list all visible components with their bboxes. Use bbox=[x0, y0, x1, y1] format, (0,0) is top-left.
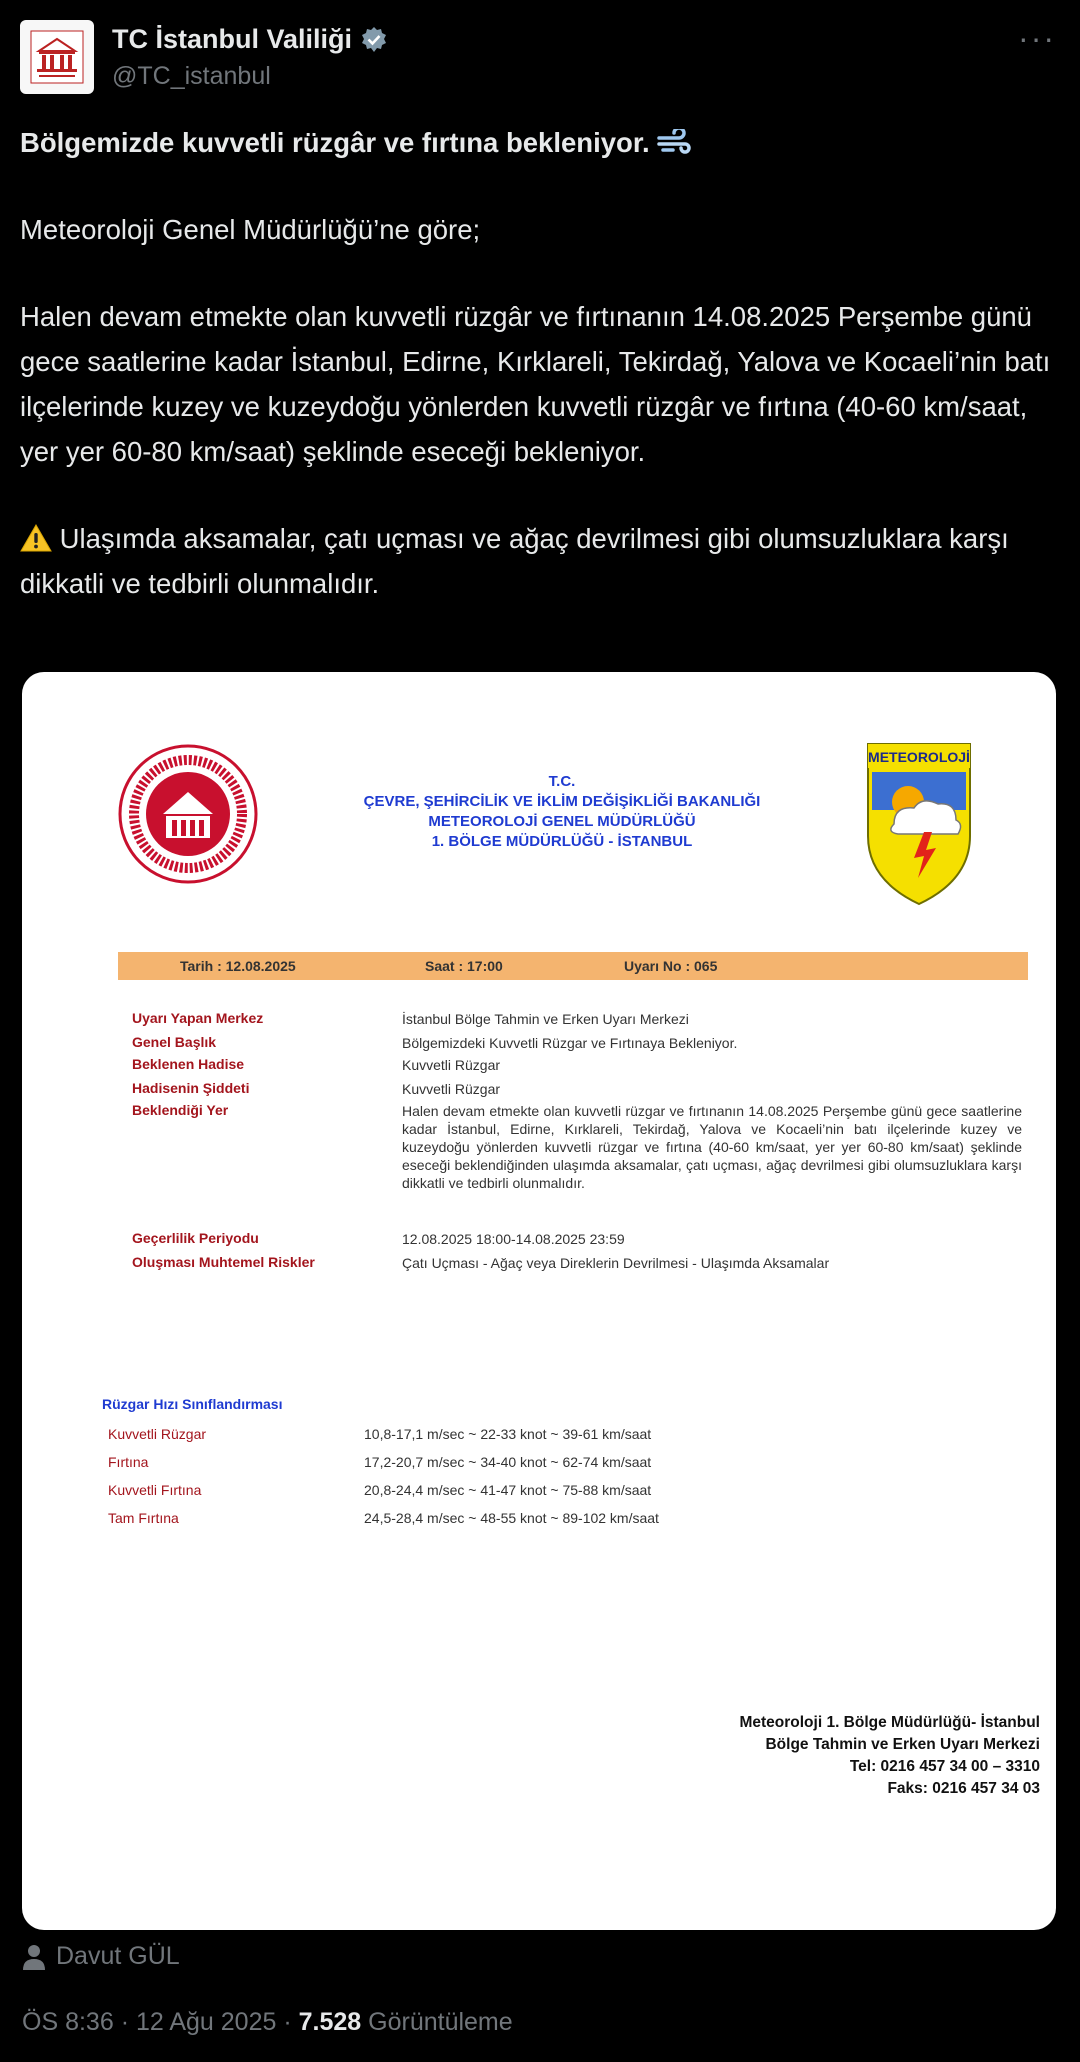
tweet-header bbox=[20, 20, 1060, 96]
tweet-time[interactable]: ÖS 8:36 bbox=[22, 2008, 114, 2036]
organization-heading: T.C. ÇEVRE, ŞEHİRCİLİK VE İKLİM DEĞİŞİKLİĞİ BAKANLIĞI METEOROLOJİ GENEL MÜDÜRLÜĞÜ 1. BÖLGE MÜDÜRLÜĞÜ - İSTANBUL bbox=[363, 773, 761, 850]
building-icon bbox=[27, 27, 87, 87]
tagged-user[interactable] bbox=[22, 1942, 180, 1971]
tweet-date[interactable]: 12 Ağu 2025 bbox=[135, 2008, 277, 2036]
avatar[interactable] bbox=[20, 20, 94, 94]
tweet-meta bbox=[22, 2008, 513, 2037]
document-footer: Meteoroloji 1. Bölge Müdürlüğü- İstanbul Bölge Tahmin ve Erken Uyarı Merkezi Tel: 0216 457 34 00 – 3310 Faks: 0216 457 34 03 bbox=[739, 1714, 1040, 1797]
warning-document-image[interactable]: T.C. ÇEVRE, ŞEHİRCİLİK VE İKLİM DEĞİŞİKLİĞİ BAKANLIĞI METEOROLOJİ GENEL MÜDÜRLÜĞÜ 1. BÖLGE MÜDÜRLÜĞÜ - İSTANBUL METEOROLOJİ Tarih : 12.08.2025 Saat : 17:00 Uyarı No : 065 Uyarı Yapan Merkez İstanbul Bölge Tahmin ve Erken Uyarı Merkezi Genel Başlık Bölgemizdeki Kuvvetli Rüzgar ve Fırtınaya Bekleniyor. Beklenen Hadise Kuvvetli Rüzgar Hadisenin Şiddeti Kuvvetli Rüzgar Beklendiği Yer Halen devam etmekte olan kuvvetli rüzgar ve fırtınanın 14.08.2025 Perşembe günü gece saatlerine kadar İstanbul, Edirne, Kırklareli, Tekirdağ, Yalova ve Kocaeli’nin batı ilçelerinde kuzey ve kuzeydoğu yönlerden kuvvetli rüzgar ve fırtına (40-60 km/saat, yer yer 60-80 km/saat) şeklinde eseceği beklendiğinden ulaşımda aksamalar, çatı uçması, ağaç devrilmesi gibi olumsuzluklara karşı dikkatli ve tedbirli olunmalıdır. Geçerlilik Periyodu 12.08.2025 18:00-14.08.2025 23:59 Oluşması Muhtemel Riskler Çatı Uçması - Ağaç veya Direklerin Devrilmesi - Ulaşımda Aksamalar Rüzgar Hızı Sınıflandırması Kuvvetli Rüzgar 10,8-17,1 m/sec ~ 22-33 knot ~ 39-61 km/saat Fırtına 17,2-20,7 m/sec ~ 34-40 knot ~ 62-74 km/saat Kuvvetli Fırtına 20,8-24,4 m/sec ~ 41-47 knot ~ 75-88 km/saat Tam Fırtına 24,5-28,4 m/sec ~ 48-55 knot ~ 89-102 km/saat Meteoroloji 1. Bölge Müdürlüğü- İstanbul Bölge Tahmin ve Erken Uyarı Merkezi Tel: 0216 457 34 00 – 3310 Faks: 0216 457 34 03 bbox=[22, 672, 1056, 1930]
tweet-source-line: Meteoroloji Genel Müdürlüğü’ne göre; bbox=[20, 214, 481, 245]
warning-date: Tarih : 12.08.2025 bbox=[180, 958, 296, 974]
ministry-seal-icon bbox=[118, 744, 258, 884]
logo-text: METEOROLOJİ bbox=[868, 749, 970, 765]
wind-emoji-icon bbox=[657, 129, 691, 157]
views-label: Görüntüleme bbox=[368, 2008, 513, 2036]
tweet-body: Halen devam etmekte olan kuvvetli rüzgâr ve fırtınanın 14.08.2025 Perşembe günü gece saatlerine kadar İstanbul, Edirne, Kırklareli, Tekirdağ, Yalova ve Kocaeli’nin batı ilçelerinde kuzey ve kuzeydoğu yönlerden kuvvetli rüzgâr ve fırtına (40-60 km/saat, yer yer 60-80 km/saat) şeklinde eseceği bekleniyor. bbox=[20, 301, 1051, 467]
more-options-icon[interactable]: ··· bbox=[1018, 20, 1056, 56]
person-icon bbox=[22, 1944, 46, 1970]
display-name[interactable]: TC İstanbul Valiliği bbox=[112, 24, 353, 54]
meteorology-logo-icon bbox=[864, 740, 974, 908]
warning-time: Saat : 17:00 bbox=[425, 958, 503, 974]
classification-title: Rüzgar Hızı Sınıflandırması bbox=[102, 1396, 283, 1412]
warning-number: Uyarı No : 065 bbox=[624, 958, 718, 974]
tweet-headline: Bölgemizde kuvvetli rüzgâr ve fırtına bekleniyor. bbox=[20, 120, 1060, 165]
tweet-text bbox=[20, 120, 1060, 606]
views-count: 7.528 bbox=[298, 2008, 362, 2036]
separator-dot: · bbox=[120, 2008, 130, 2036]
tweet-warning: Ulaşımda aksamalar, çatı uçması ve ağaç devrilmesi gibi olumsuzluklara karşı dikkatli ve tedbirli olunmalıdır. bbox=[20, 523, 1009, 599]
separator-dot: · bbox=[283, 2008, 292, 2036]
handle[interactable]: @TC_istanbul bbox=[112, 62, 271, 90]
verified-badge-icon bbox=[360, 26, 388, 54]
warning-info-band bbox=[118, 952, 1028, 980]
name-row bbox=[112, 24, 388, 55]
tagged-user-name: Davut GÜL bbox=[56, 1942, 180, 1970]
warning-emoji-icon bbox=[20, 524, 52, 552]
